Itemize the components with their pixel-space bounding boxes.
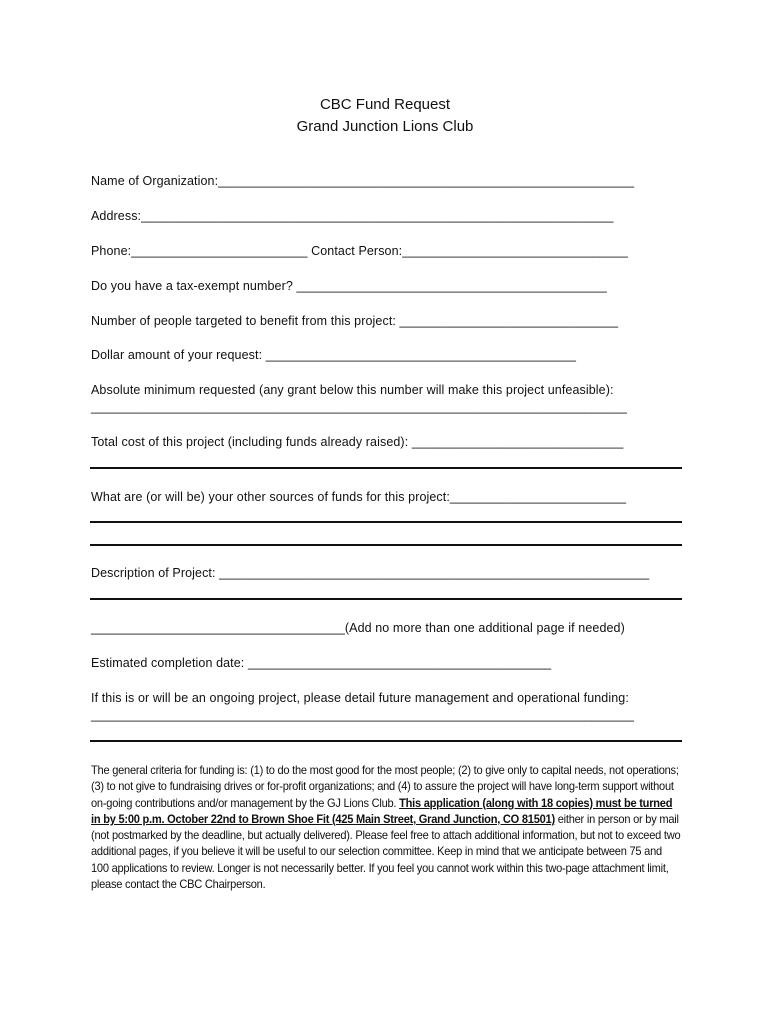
- funding-criteria: [91, 762, 682, 892]
- form-title: CBC Fund Request: [319, 96, 451, 113]
- total-cost-field[interactable]: Total cost of this project (including funds already raised): ______________________________: [91, 435, 624, 449]
- criteria-text: The general criteria for funding is: (1) to do the most good for the most people; (2) to give only to capital needs, not operations; (3) to not give to fundraising drives or for-profit organizations; and (4) to assure the project will have long-term support without on-going contributions and/or management by the GJ Lions Club.: [91, 763, 679, 810]
- additional-page-note[interactable]: ____________________________________(Add no more than one additional page if needed): [91, 621, 625, 635]
- absolute-minimum-line[interactable]: ____________________________________________________________________________: [91, 400, 627, 414]
- tax-exempt-field[interactable]: Do you have a tax-exempt number? ____________________________________________: [91, 279, 607, 293]
- people-targeted-field[interactable]: Number of people targeted to benefit from this project: _______________________________: [91, 314, 619, 328]
- ongoing-project-line[interactable]: _____________________________________________________________________________: [91, 708, 634, 722]
- organization-field[interactable]: Name of Organization:___________________________________________________________: [91, 174, 635, 188]
- answer-rule[interactable]: [90, 598, 682, 600]
- ongoing-project-label: If this is or will be an ongoing project, please detail future management and operational funding:: [91, 691, 629, 705]
- answer-rule[interactable]: [90, 467, 682, 469]
- club-name: Grand Junction Lions Club: [296, 118, 474, 135]
- description-field[interactable]: Description of Project: _____________________________________________________________: [91, 566, 650, 580]
- answer-rule[interactable]: [90, 544, 682, 546]
- submission-deadline: This application (along with 18 copies) must be turned in by 5:00 p.m. October 22nd to Brown Shoe Fit (425 Main Street, Grand Junction, CO 81501): [91, 795, 673, 826]
- answer-rule[interactable]: [90, 740, 682, 742]
- answer-rule[interactable]: [90, 521, 682, 523]
- absolute-minimum-label: Absolute minimum requested (any grant below this number will make this project unfeasible):: [91, 383, 614, 397]
- dollar-amount-field[interactable]: Dollar amount of your request: ____________________________________________: [91, 348, 576, 362]
- criteria-text-continued: either in person or by mail (not postmarked by the deadline, but actually delivered). Please feel free to attach additional information, but not to exceed two additional pages, if you believe it will be useful to our selection committee. Keep in mind that we anticipate between 75 and 100 applications to review. Longer is not necessarily better. If you feel you cannot work within this two-page attachment limit, please contact the CBC Chairperson.: [91, 811, 681, 892]
- address-field[interactable]: Address:___________________________________________________________________: [91, 209, 614, 223]
- other-sources-field[interactable]: What are (or will be) your other sources of funds for this project:_________________________: [91, 490, 627, 504]
- phone-contact-field[interactable]: Phone:_________________________ Contact Person:________________________________: [91, 244, 628, 258]
- completion-date-field[interactable]: Estimated completion date: ___________________________________________: [91, 656, 552, 670]
